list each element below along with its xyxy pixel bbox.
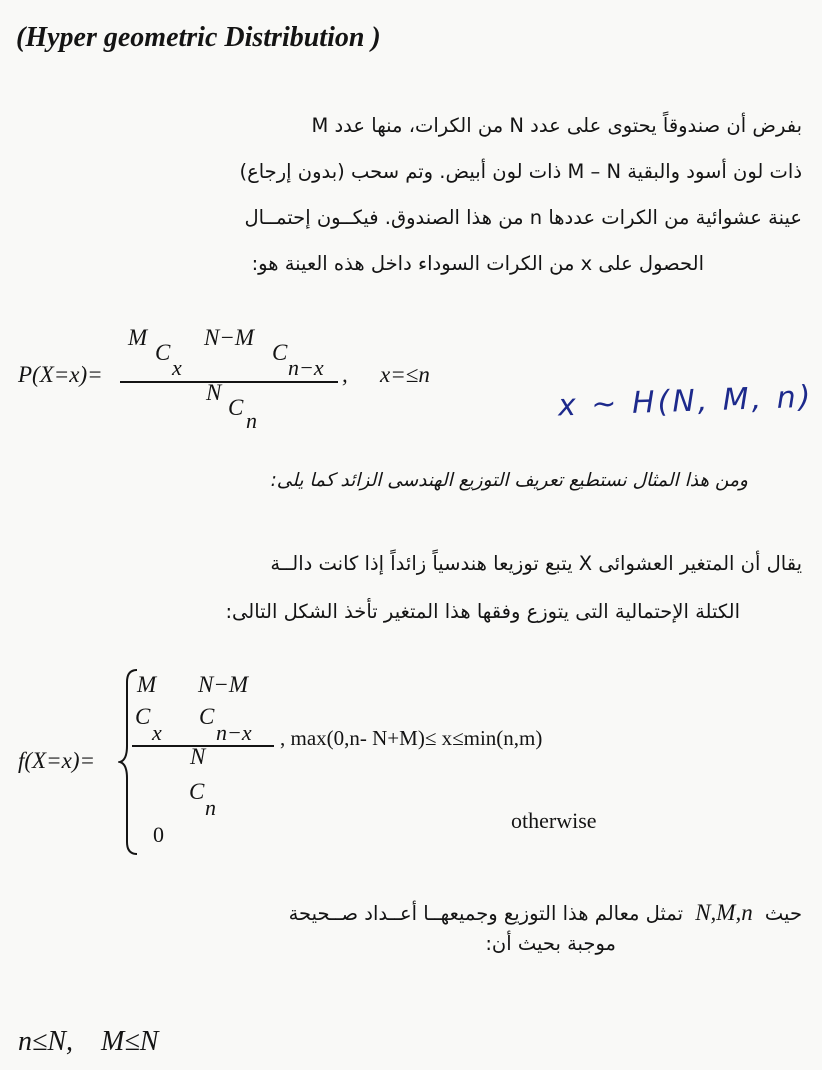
formula2-C3: C (189, 779, 205, 804)
formula2-otherwise: otherwise (511, 808, 597, 833)
formula1-fraction-line (120, 381, 338, 383)
formula1-lhs: P(X=x)= (18, 362, 103, 387)
handwritten-note: x ~ H(N, M, n) (557, 379, 814, 424)
formula2-N: N (190, 744, 206, 769)
formula1-N-M: N−M (204, 325, 255, 350)
params-line-2: موجبة بحيث أن: (485, 932, 616, 955)
formula2-x: x (152, 720, 162, 745)
formula1-C1: C (155, 340, 171, 365)
params-rest: تمثل معالم هذا التوزيع وجميعهــا أعــداد صــحيحة (288, 902, 683, 925)
formula1-C2: C (272, 340, 288, 365)
constraints: n≤N, M≤N (18, 1026, 159, 1057)
formula2-n-x: n−x (216, 720, 252, 745)
definition-line-2: الكتلة الإحتمالية التى يتوزع وفقها هذا المتغير تأخذ الشكل التالى: (225, 600, 740, 623)
formula1-range: x=≤n (380, 362, 430, 387)
formula1-den-n: n (246, 408, 257, 433)
formula1-comma: , (342, 362, 348, 387)
formula2-n: n (205, 795, 216, 820)
formula1-den-C: C (228, 395, 244, 420)
formula1-M: M (128, 325, 148, 350)
formula2-C2: C (199, 704, 215, 729)
formula2-C1: C (135, 704, 151, 729)
formula2-condition: , max(0,n- N+M)≤ x≤min(n,m) (280, 726, 543, 750)
formula1-n-x: n−x (288, 355, 324, 380)
definition-line-1: يقال أن المتغير العشوائى X يتبع توزيعا هندسياً زائداً إذا كانت دالــة (270, 552, 802, 575)
definition-heading: ومن هذا المثال نستطيع تعريف التوزيع الهندسى الزائد كما يلى: (270, 470, 748, 491)
params-line-1-right (289, 900, 802, 926)
formula1-x: x (172, 355, 182, 380)
formula2-M: M (137, 672, 157, 697)
intro-line-2: ذات لون أسود والبقية M – N ذات لون أبيض. وتم سحب (بدون إرجاع) (239, 160, 802, 183)
formula2-lhs: f(X=x)= (18, 748, 96, 773)
formula1-den-N: N (206, 380, 222, 405)
formula2-zero: 0 (153, 822, 164, 847)
params-vars: N,M,n (695, 900, 753, 925)
intro-line-4: الحصول على x من الكرات السوداء داخل هذه العينة هو: (251, 252, 704, 275)
intro-line-3: عينة عشوائية من الكرات عددها n من هذا الصندوق. فيكــون إحتمــال (244, 206, 802, 229)
formula2-N-M: N−M (198, 672, 249, 697)
intro-line-1: بفرض أن صندوقاً يحتوى على عدد N من الكرات، منها عدد M (311, 114, 802, 137)
params-where: حيث (764, 902, 802, 925)
section-title: (Hyper geometric Distribution ) (16, 22, 381, 53)
